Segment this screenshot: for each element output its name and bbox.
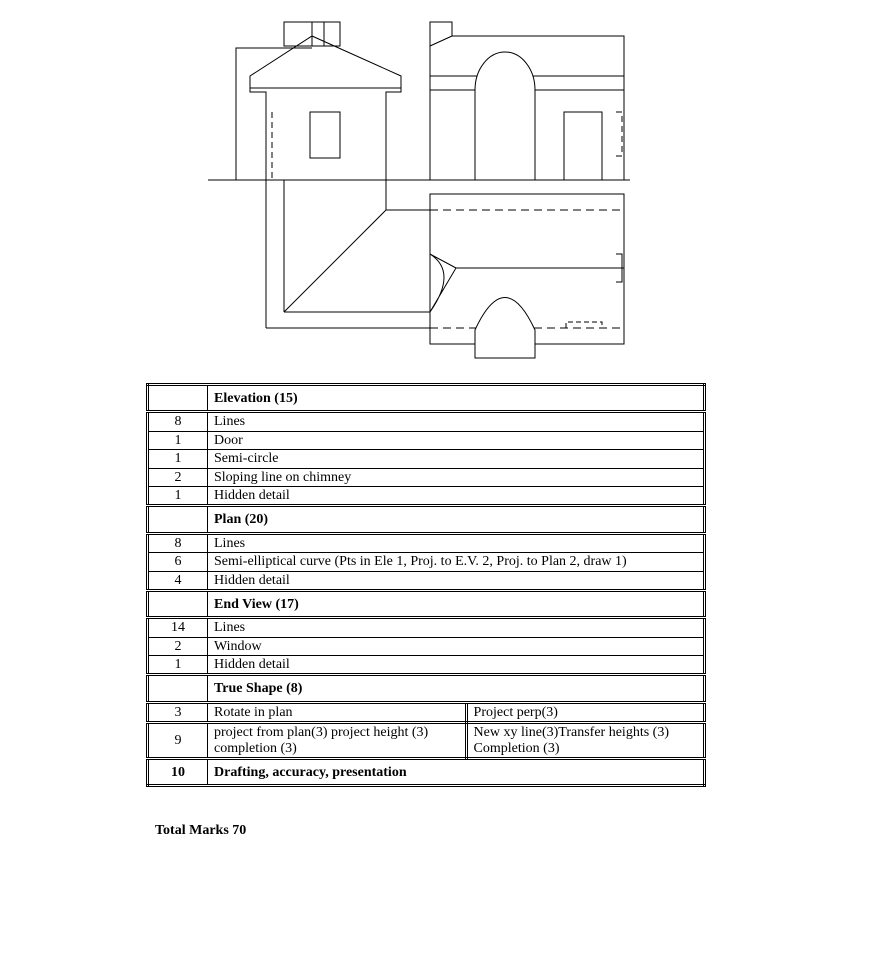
table-row <box>148 533 705 552</box>
mark-cell: 8 <box>148 533 208 552</box>
section-heading-row <box>148 506 705 533</box>
section-heading: End View (17) <box>208 590 705 617</box>
mark-cell <box>148 385 208 412</box>
mark-cell: 2 <box>148 468 208 486</box>
mark-cell: 1 <box>148 486 208 505</box>
mark-cell: 8 <box>148 412 208 431</box>
table-row <box>148 553 705 571</box>
item-cell: Window <box>208 637 705 655</box>
mark-cell: 1 <box>148 656 208 675</box>
elevation-band <box>430 36 452 46</box>
door <box>564 112 602 180</box>
item-cell: Rotate in plan <box>208 702 467 722</box>
mark-cell: 3 <box>148 702 208 722</box>
item-cell: Hidden detail <box>208 656 705 675</box>
mark-cell: 14 <box>148 618 208 637</box>
mark-cell: 4 <box>148 571 208 590</box>
item-line: Completion (3) <box>473 740 560 756</box>
table-row <box>148 656 705 675</box>
section-heading-row <box>148 590 705 617</box>
item-cell: Semi-elliptical curve (Pts in Ele 1, Proj. to E.V. 2, Proj. to Plan 2, draw 1) <box>208 553 705 571</box>
item-cell: Semi-circle <box>208 450 705 468</box>
projection-line <box>284 210 386 312</box>
section-heading: True Shape (8) <box>208 675 705 702</box>
house-projection-drawing <box>206 14 630 364</box>
hidden-line <box>616 112 622 156</box>
item-cell: Lines <box>208 618 705 637</box>
item-line: project from plan(3) project height (3) <box>214 725 429 741</box>
table-row <box>148 723 705 759</box>
window <box>310 112 340 158</box>
item-line: completion (3) <box>214 740 297 756</box>
mark-cell <box>148 590 208 617</box>
table-row <box>148 468 705 486</box>
plan-view <box>430 194 624 358</box>
arch-doorway <box>475 52 535 180</box>
section-heading: Elevation (15) <box>208 385 705 412</box>
mark-cell: 6 <box>148 553 208 571</box>
table-row <box>148 431 705 449</box>
drafting-row <box>148 759 705 786</box>
mark-cell: 1 <box>148 431 208 449</box>
table-row <box>148 702 705 722</box>
item-cell: Door <box>208 431 705 449</box>
table-row <box>148 412 705 431</box>
table-row <box>148 637 705 655</box>
table-row <box>148 618 705 637</box>
mark-cell <box>148 506 208 533</box>
mark-cell: 10 <box>148 759 208 786</box>
section-heading-row <box>148 675 705 702</box>
item-cell: Sloping line on chimney <box>208 468 705 486</box>
marking-scheme-table <box>146 383 706 787</box>
back-wall-outline <box>236 48 312 180</box>
total-marks: Total Marks 70 <box>155 823 247 838</box>
item-cell: Hidden detail <box>208 486 705 505</box>
section-heading-row <box>148 385 705 412</box>
mark-cell: 2 <box>148 637 208 655</box>
end-view <box>236 22 401 180</box>
section-heading: Plan (20) <box>208 506 705 533</box>
table-row <box>148 450 705 468</box>
item-line: New xy line(3)Transfer heights (3) <box>473 725 669 741</box>
table-row <box>148 486 705 505</box>
item-cell <box>208 723 467 759</box>
item-cell: Project perp(3) <box>466 702 704 722</box>
mark-cell <box>148 675 208 702</box>
item-cell: Drafting, accuracy, presentation <box>208 759 705 786</box>
table-row <box>148 571 705 590</box>
elevation-view <box>430 22 624 180</box>
item-cell <box>466 723 704 759</box>
mark-cell: 9 <box>148 723 208 759</box>
mark-cell: 1 <box>148 450 208 468</box>
item-cell: Lines <box>208 533 705 552</box>
item-cell: Lines <box>208 412 705 431</box>
item-cell: Hidden detail <box>208 571 705 590</box>
